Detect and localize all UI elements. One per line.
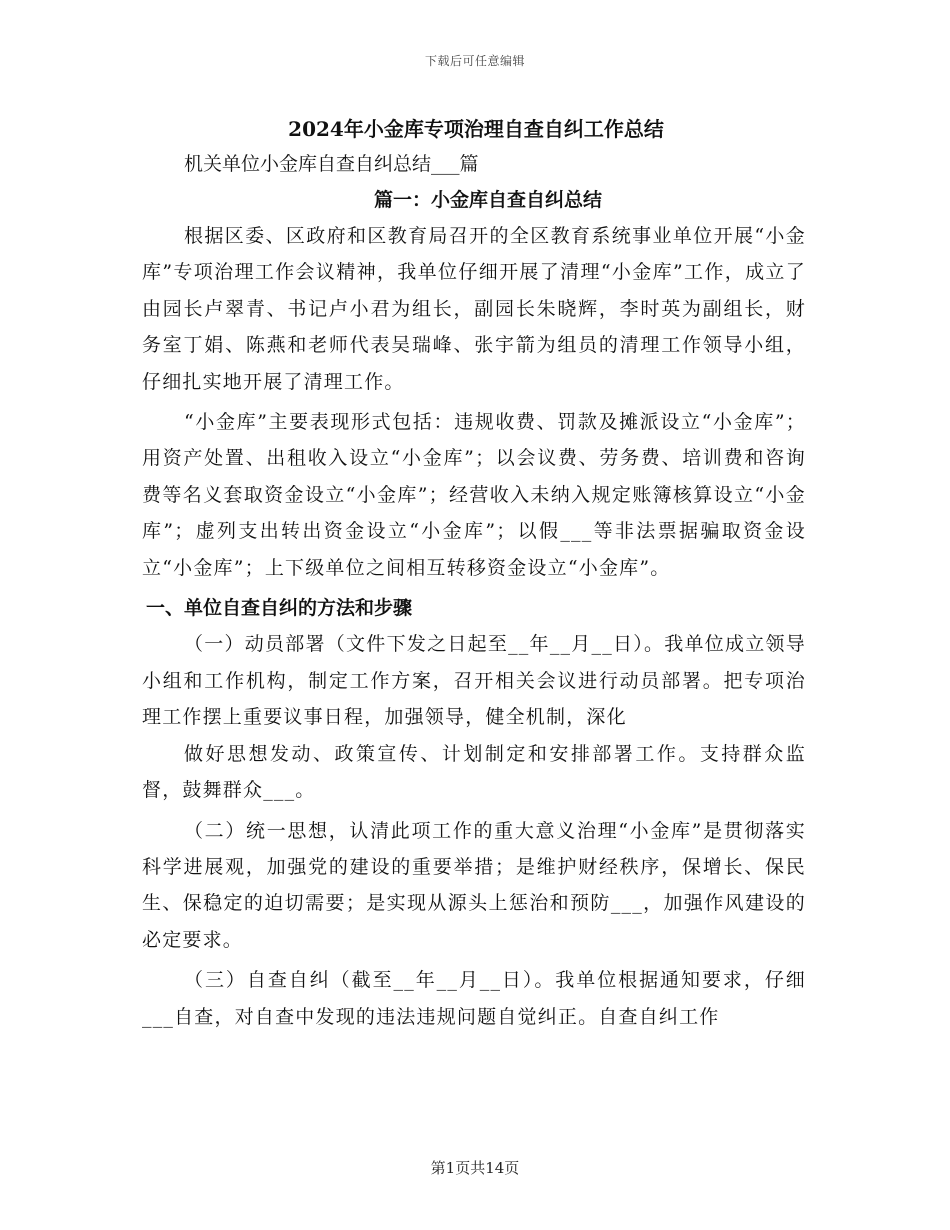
paragraph-3: （一）动员部署（文件下发之日起至__年__月__日）。我单位成立领导小组和工作机构，制定工作方案，召开相关会议进行动员部署。把专项治理工作摆上重要议事日程，加强领导，健全机制，深化 (142, 633, 806, 729)
section-title: 篇一：小金库自查自纠总结 (373, 189, 602, 211)
paragraph-4: 做好思想发动、政策宣传、计划制定和安排部署工作。支持群众监督，鼓舞群众___。 (142, 742, 806, 802)
page-number: 第1页共14页 (430, 1159, 520, 1177)
paragraph-2: “小金库”主要表现形式包括：违规收费、罚款及摊派设立“小金库”；用资产处置、出租收入设立“小金库”；以会议费、劳务费、培训费和咨询费等名义套取资金设立“小金库”；经营收入未纳入规定账簿核算设立“小金库”；虚列支出转出资金设立“小金库”；以假___等非法票据骗取资金设立“小金库”；上下级单位之间相互转移资金设立“小金库”。 (142, 411, 806, 579)
document-body (142, 112, 806, 1035)
heading-methods: 一、单位自查自纠的方法和步骤 (146, 597, 413, 620)
paragraph-6: （三）自查自纠（截至__年__月__日）。我单位根据通知要求，仔细___自查，对自查中发现的违法违规问题自觉纠正。自查自纠工作 (142, 969, 806, 1028)
subtitle-line: 机关单位小金库自查自纠总结___篇 (184, 153, 479, 175)
paragraph-5: （二）统一思想，认清此项工作的重大意义治理“小金库”是贯彻落实科学进展观，加强党的建设的重要举措；是维护财经秩序，保增长、保民生、保稳定的迫切需要；是实现从源头上惩治和预防___，加强作风建设的必定要求。 (142, 819, 806, 951)
paragraph-1: 根据区委、区政府和区教育局召开的全区教育系统事业单位开展“小金库”专项治理工作会议精神，我单位仔细开展了清理“小金库”工作，成立了由园长卢翠青、书记卢小君为组长，副园长朱晓辉，李时英为副组长，财务室丁娟、陈燕和老师代表吴瑞峰、张宇箭为组员的清理工作领导小组，仔细扎实地开展了清理工作。 (142, 225, 806, 393)
header-note: 下载后可任意编辑 (424, 54, 525, 68)
document-title: 2024年小金库专项治理自查自纠工作总结 (288, 117, 664, 141)
